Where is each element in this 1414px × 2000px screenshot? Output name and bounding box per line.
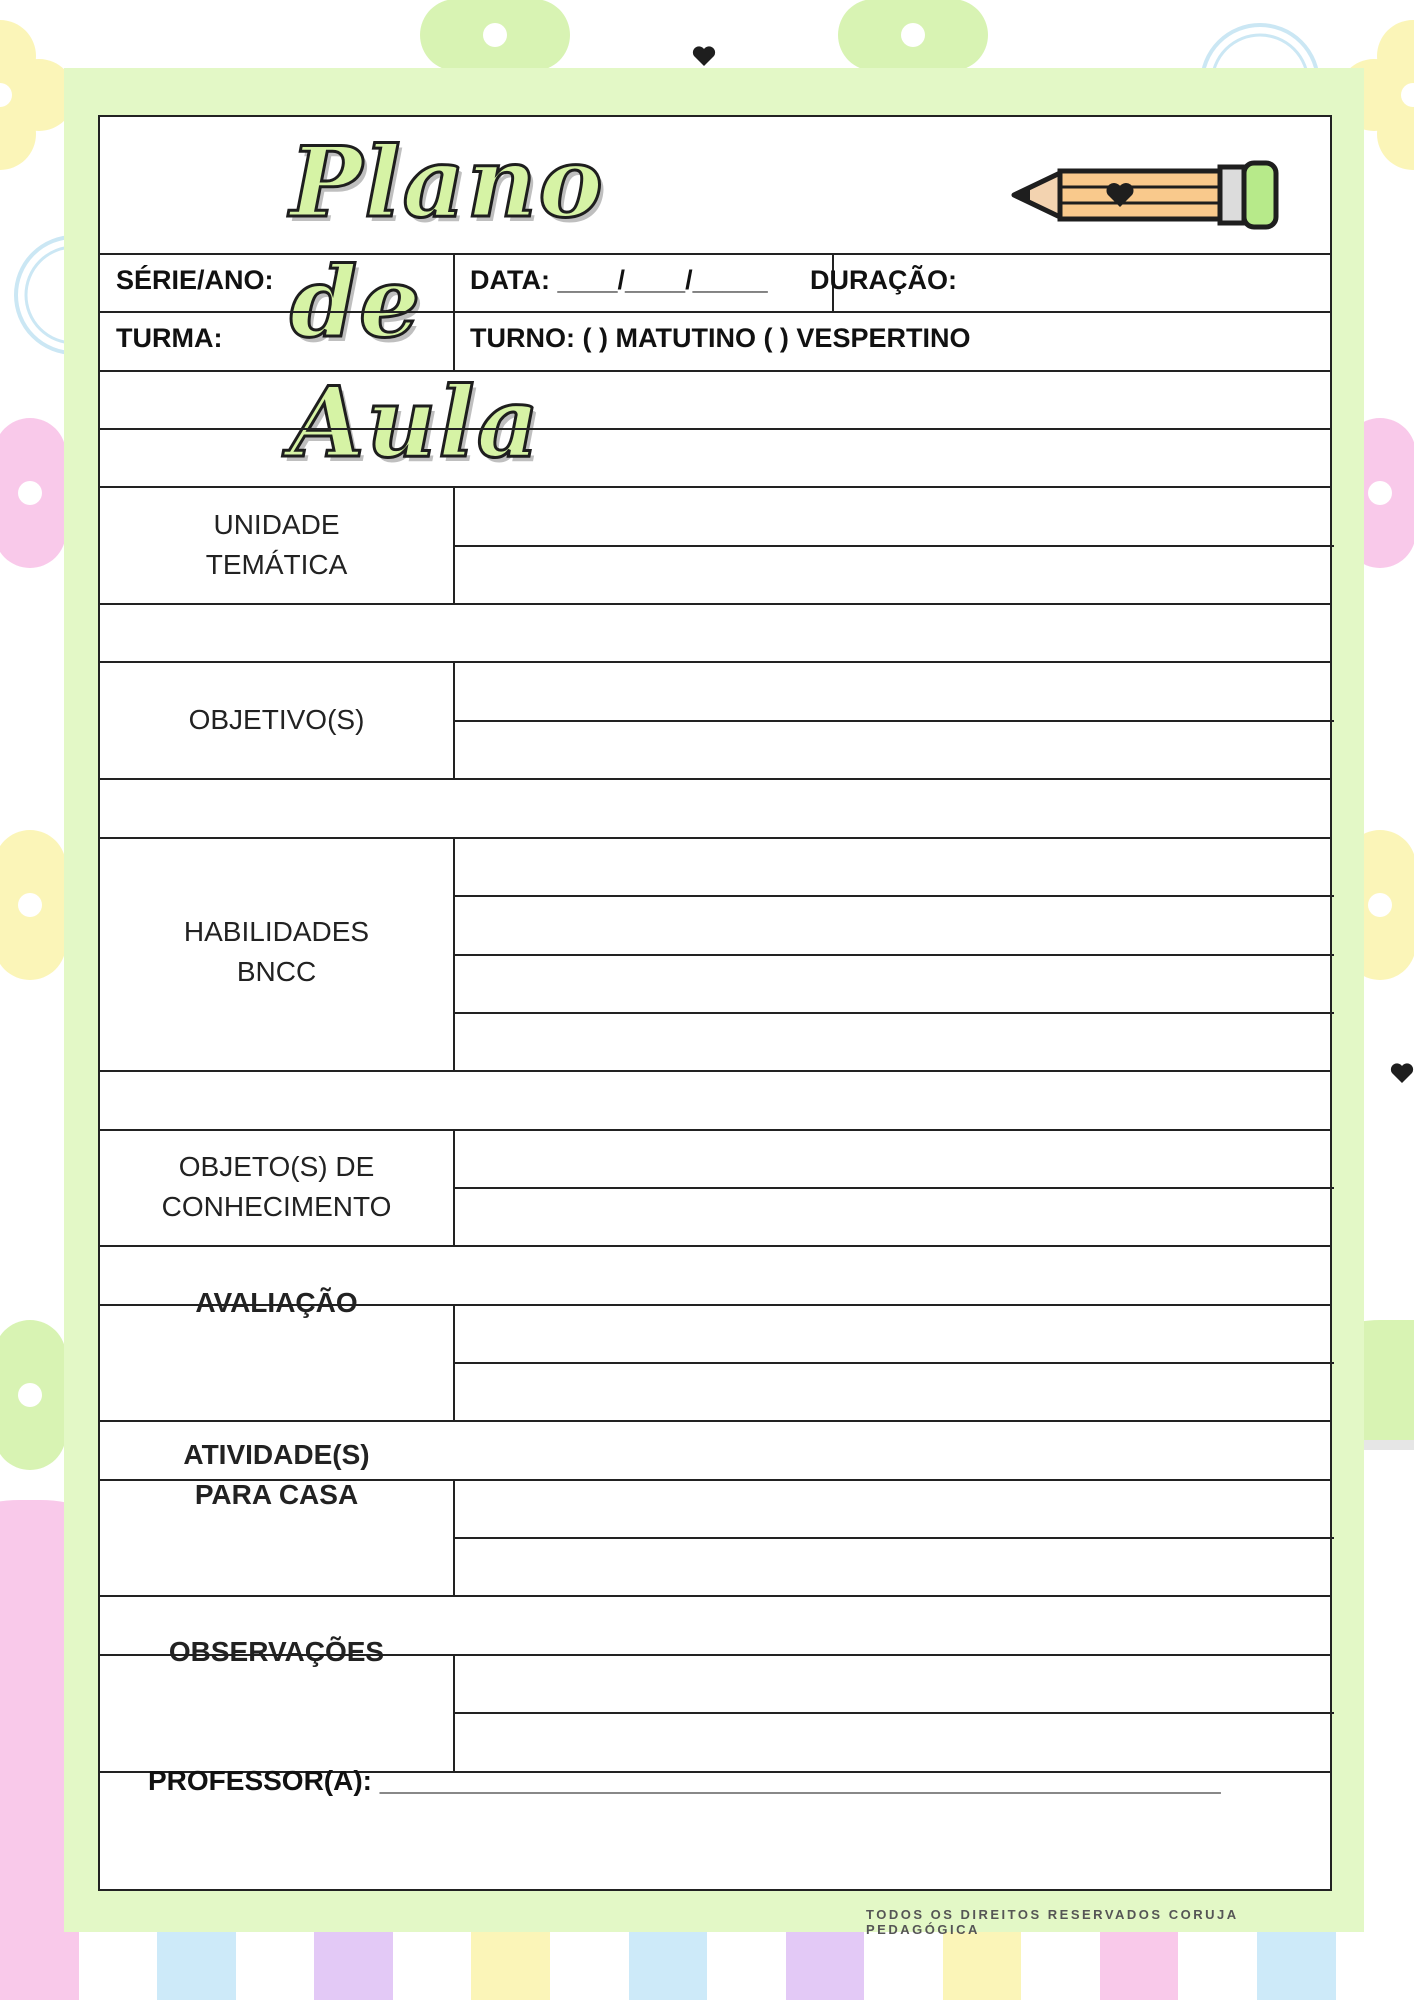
serie-ano-label: SÉRIE/ANO: [116, 265, 274, 295]
page-title: Plano de Aula [290, 126, 605, 479]
writing-line [453, 720, 1334, 722]
avaliacao-label: AVALIAÇÃO [195, 1287, 358, 1318]
turno-label: TURNO: ( ) MATUTINO ( ) VESPERTINO [470, 323, 971, 353]
column-divider [453, 1129, 455, 1245]
writing-line [453, 1012, 1334, 1014]
column-divider [453, 1479, 455, 1595]
writing-line [453, 1537, 1334, 1539]
observacoes-label: OBSERVAÇÕES [168, 1636, 385, 1667]
pencil-icon [1010, 155, 1280, 235]
data-field-label: DATA: ____/____/_____ [470, 265, 768, 295]
writing-line [453, 545, 1334, 547]
column-divider [453, 661, 455, 778]
row-divider [100, 1129, 1330, 1131]
row-divider [100, 486, 1330, 488]
row-divider [100, 661, 1330, 663]
column-divider [453, 486, 455, 603]
heart-icon [692, 45, 716, 67]
professor-field: PROFESSOR(A): ______________________________________________________ [148, 1765, 1221, 1796]
habilidades-bncc-label: HABILIDADES BNCC [183, 916, 370, 987]
column-divider [453, 1304, 455, 1420]
row-divider [100, 603, 1330, 605]
row-divider [100, 1245, 1330, 1247]
writing-line [453, 1362, 1334, 1364]
unidade-tematica-label: UNIDADE TEMÁTICA [205, 509, 348, 580]
writing-line [453, 1187, 1334, 1189]
footer-copyright: TODOS OS DIREITOS RESERVADOS CORUJA PEDAGÓGICA [866, 1907, 1239, 1937]
row-divider [100, 1595, 1330, 1597]
row-divider [100, 428, 1330, 430]
row-divider [100, 1070, 1330, 1072]
writing-line [453, 1712, 1334, 1714]
writing-line [453, 895, 1334, 897]
writing-line [453, 954, 1334, 956]
heart-icon [1390, 1062, 1414, 1084]
column-divider [453, 837, 455, 1070]
row-divider [100, 778, 1330, 780]
row-divider [100, 311, 1330, 313]
column-divider [453, 253, 455, 370]
column-divider [453, 1654, 455, 1771]
duracao-label: DURAÇÃO: [810, 265, 957, 295]
objetos-conhecimento-label: OBJETO(S) DE CONHECIMENTO [161, 1151, 392, 1222]
row-divider [100, 1420, 1330, 1422]
row-divider [100, 253, 1330, 255]
lesson-plan-sheet [98, 115, 1332, 1891]
objetivos-label: OBJETIVO(S) [188, 704, 365, 735]
turma-label: TURMA: [116, 323, 223, 353]
atividades-para-casa-label: ATIVIDADE(S) PARA CASA [183, 1439, 370, 1510]
row-divider [100, 370, 1330, 372]
row-divider [100, 837, 1330, 839]
